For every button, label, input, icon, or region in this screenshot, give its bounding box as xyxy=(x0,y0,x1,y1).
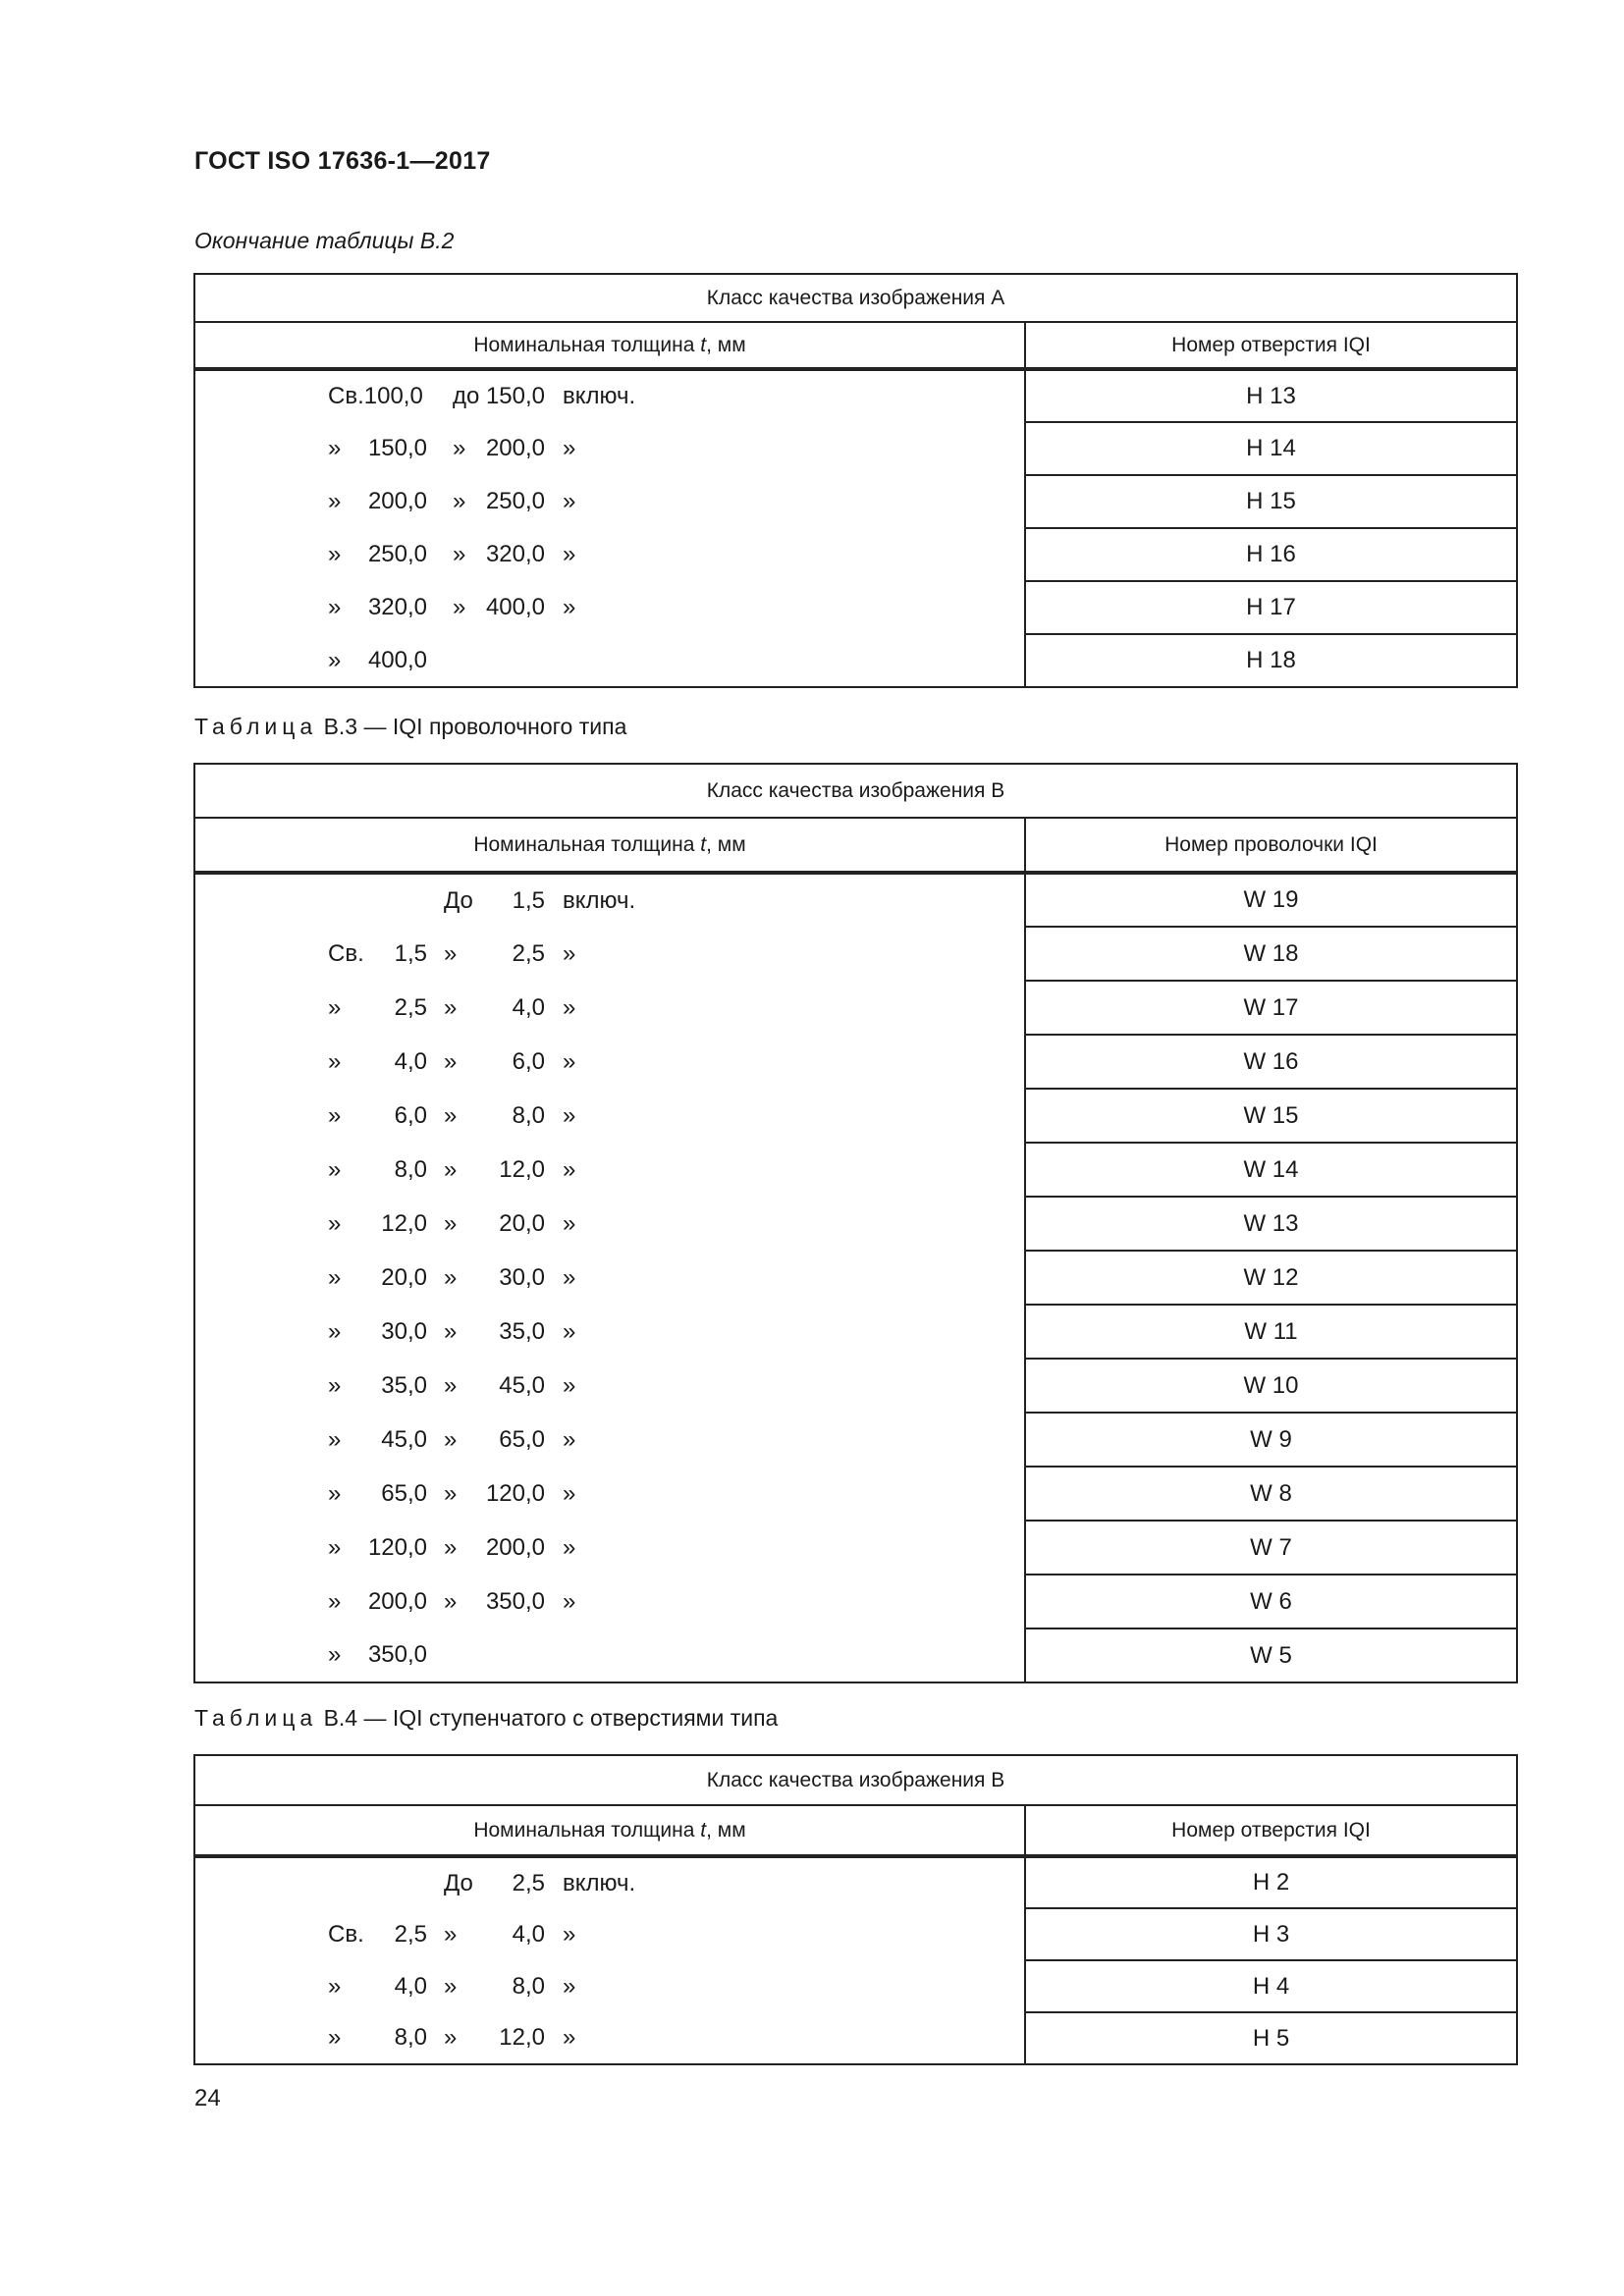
table-row xyxy=(194,369,1517,422)
range-part-b: » xyxy=(453,435,466,461)
thickness-cell xyxy=(194,873,1025,927)
iqi-number-cell: W 12 xyxy=(1025,1251,1517,1305)
range-part-d: включ. xyxy=(563,383,636,409)
thickness-cell xyxy=(194,1856,1025,1908)
range-part-b: » xyxy=(453,594,466,620)
column-header-thickness xyxy=(194,322,1025,369)
range-part-a: » xyxy=(328,1425,342,1453)
range-part-c: 200,0 xyxy=(485,1533,545,1561)
thickness-cell xyxy=(194,1575,1025,1629)
thickness-cell xyxy=(194,1521,1025,1575)
range-part-d: включ. xyxy=(563,886,636,914)
range-part-a2: 35,0 xyxy=(381,1371,427,1399)
table-row xyxy=(194,873,1517,927)
range-part-b: » xyxy=(444,1533,458,1561)
range-part-a2: 320,0 xyxy=(367,594,427,620)
table-row xyxy=(194,981,1517,1035)
thickness-cell xyxy=(194,634,1025,687)
range-part-b: До xyxy=(444,1869,473,1896)
range-part-d: » xyxy=(563,1920,576,1948)
range-part-b: » xyxy=(453,488,466,514)
thickness-cell xyxy=(194,1035,1025,1089)
document-header: ГОСТ ISO 17636-1—2017 xyxy=(194,147,491,175)
iqi-number-cell: H 4 xyxy=(1025,1960,1517,2012)
range-part-a2: 1,5 xyxy=(394,939,427,967)
range-part-d: » xyxy=(563,2024,576,2051)
range-part-a: » xyxy=(328,1209,342,1237)
column-header-number: Номер отверстия IQI xyxy=(1025,322,1517,369)
range-part-a2: 120,0 xyxy=(367,1533,427,1561)
range-part-a2: 2,5 xyxy=(394,993,427,1021)
range-part-c: 20,0 xyxy=(499,1209,545,1237)
range-part-a2: 8,0 xyxy=(394,2024,427,2051)
range-part-a: » xyxy=(328,541,342,567)
range-part-a: » xyxy=(328,435,342,461)
range-part-d: » xyxy=(563,488,576,514)
range-part-a: » xyxy=(328,488,342,514)
range-part-a: » xyxy=(328,646,342,673)
range-part-b: » xyxy=(444,1047,458,1075)
column-header-thickness-text: Номинальная толщина t, мм xyxy=(473,333,746,356)
range-part-d: » xyxy=(563,1479,576,1507)
range-part-a: » xyxy=(328,2024,342,2051)
iqi-number-cell: W 14 xyxy=(1025,1143,1517,1197)
class-header: Класс качества изображения В xyxy=(194,764,1517,818)
range-part-c: 6,0 xyxy=(512,1047,545,1075)
class-header: Класс качества изображения В xyxy=(194,1755,1517,1805)
table-row xyxy=(194,1413,1517,1467)
table-row xyxy=(194,634,1517,687)
range-part-c: 150,0 xyxy=(485,383,545,409)
caption-label: Таблица xyxy=(194,714,318,739)
iqi-number-cell: W 18 xyxy=(1025,927,1517,981)
range-part-d: » xyxy=(563,1317,576,1345)
range-part-a2: 4,0 xyxy=(394,1047,427,1075)
thickness-cell xyxy=(194,1251,1025,1305)
range-part-c: 8,0 xyxy=(512,1972,545,2000)
range-part-c: 1,5 xyxy=(512,886,545,914)
range-part-a2: 200,0 xyxy=(367,1587,427,1615)
range-part-b: До xyxy=(444,886,473,914)
table-row xyxy=(194,927,1517,981)
thickness-cell xyxy=(194,581,1025,634)
range-part-a: » xyxy=(328,1641,342,1668)
range-part-b: » xyxy=(444,2024,458,2051)
table-b3 xyxy=(193,763,1518,1683)
range-part-c: 200,0 xyxy=(485,435,545,461)
thickness-cell xyxy=(194,2012,1025,2064)
iqi-number-cell: H 18 xyxy=(1025,634,1517,687)
range-part-d: » xyxy=(563,993,576,1021)
range-part-a: Св.100,0 xyxy=(328,383,423,409)
table-b4-caption xyxy=(194,1705,778,1732)
thickness-cell xyxy=(194,1089,1025,1143)
table-row xyxy=(194,1575,1517,1629)
thickness-cell xyxy=(194,1143,1025,1197)
iqi-number-cell: W 9 xyxy=(1025,1413,1517,1467)
range-part-b: » xyxy=(444,1263,458,1291)
thickness-cell xyxy=(194,1908,1025,1960)
range-part-a: » xyxy=(328,1317,342,1345)
range-part-a: » xyxy=(328,1972,342,2000)
iqi-number-cell: W 13 xyxy=(1025,1197,1517,1251)
thickness-cell xyxy=(194,528,1025,581)
range-part-a: » xyxy=(328,1263,342,1291)
table-row xyxy=(194,1197,1517,1251)
thickness-symbol: t xyxy=(700,832,707,856)
range-part-d: » xyxy=(563,541,576,567)
range-part-a: » xyxy=(328,1101,342,1129)
range-part-d: » xyxy=(563,1209,576,1237)
iqi-number-cell: W 8 xyxy=(1025,1467,1517,1521)
range-part-b: » xyxy=(444,1587,458,1615)
iqi-number-cell: H 16 xyxy=(1025,528,1517,581)
range-part-d: » xyxy=(563,1263,576,1291)
range-part-d: » xyxy=(563,1425,576,1453)
range-part-d: » xyxy=(563,435,576,461)
range-part-d: » xyxy=(563,1533,576,1561)
range-part-c: 30,0 xyxy=(499,1263,545,1291)
range-part-a: » xyxy=(328,1155,342,1183)
range-part-d: » xyxy=(563,594,576,620)
iqi-number-cell: W 6 xyxy=(1025,1575,1517,1629)
range-part-a2: 200,0 xyxy=(367,488,427,514)
range-part-a2: 8,0 xyxy=(394,1155,427,1183)
range-part-b: » xyxy=(453,541,466,567)
table-row xyxy=(194,422,1517,475)
range-part-a2: 150,0 xyxy=(367,435,427,461)
table-b2-caption: Окончание таблицы В.2 xyxy=(194,228,455,253)
range-part-d: » xyxy=(563,939,576,967)
range-part-c: 65,0 xyxy=(499,1425,545,1453)
table-b4 xyxy=(193,1754,1518,2065)
range-part-a2: 30,0 xyxy=(381,1317,427,1345)
range-part-c: 2,5 xyxy=(512,1869,545,1896)
range-part-d: » xyxy=(563,1155,576,1183)
range-part-d: » xyxy=(563,1972,576,2000)
table-row xyxy=(194,1629,1517,1682)
range-part-a2: 4,0 xyxy=(394,1972,427,2000)
thickness-symbol: t xyxy=(700,1818,707,1842)
iqi-number-cell: W 11 xyxy=(1025,1305,1517,1359)
range-part-c: 8,0 xyxy=(512,1101,545,1129)
table-row xyxy=(194,1521,1517,1575)
table-row xyxy=(194,1251,1517,1305)
range-part-a: » xyxy=(328,1371,342,1399)
range-part-d: » xyxy=(563,1101,576,1129)
range-part-b: до xyxy=(453,383,480,409)
range-part-a: » xyxy=(328,1047,342,1075)
iqi-number-cell: H 17 xyxy=(1025,581,1517,634)
table-row xyxy=(194,1305,1517,1359)
range-part-a2: 20,0 xyxy=(381,1263,427,1291)
range-part-a2: 45,0 xyxy=(381,1425,427,1453)
range-part-a: » xyxy=(328,1533,342,1561)
range-part-b: » xyxy=(444,1317,458,1345)
range-part-c: 45,0 xyxy=(499,1371,545,1399)
caption-text: В.4 — IQI ступенчатого с отверстиями типа xyxy=(323,1705,779,1731)
range-part-b: » xyxy=(444,1101,458,1129)
iqi-number-cell: W 16 xyxy=(1025,1035,1517,1089)
range-part-a2: 2,5 xyxy=(394,1920,427,1948)
range-part-b: » xyxy=(444,1479,458,1507)
thickness-cell xyxy=(194,1629,1025,1682)
range-part-a: » xyxy=(328,594,342,620)
table-row xyxy=(194,1856,1517,1908)
range-part-a: » xyxy=(328,1587,342,1615)
thickness-cell xyxy=(194,1960,1025,2012)
range-part-a2: 65,0 xyxy=(381,1479,427,1507)
range-part-b: » xyxy=(444,1920,458,1948)
table-row xyxy=(194,1089,1517,1143)
range-part-c: 120,0 xyxy=(485,1479,545,1507)
table-row xyxy=(194,1143,1517,1197)
table-row xyxy=(194,2012,1517,2064)
table-row xyxy=(194,581,1517,634)
iqi-number-cell: H 3 xyxy=(1025,1908,1517,1960)
caption-label: Таблица xyxy=(194,1705,318,1731)
range-part-c: 2,5 xyxy=(512,939,545,967)
iqi-number-cell: H 2 xyxy=(1025,1856,1517,1908)
table-row xyxy=(194,1467,1517,1521)
range-part-a: Св. xyxy=(328,939,364,967)
thickness-cell xyxy=(194,369,1025,422)
table-row xyxy=(194,475,1517,528)
range-part-a: » xyxy=(328,1479,342,1507)
range-part-b: » xyxy=(444,1371,458,1399)
range-part-c: 320,0 xyxy=(485,541,545,567)
iqi-number-cell: W 15 xyxy=(1025,1089,1517,1143)
range-part-b: » xyxy=(444,1972,458,2000)
thickness-cell xyxy=(194,1197,1025,1251)
iqi-number-cell: W 17 xyxy=(1025,981,1517,1035)
range-part-c: 4,0 xyxy=(512,1920,545,1948)
range-part-a2: 6,0 xyxy=(394,1101,427,1129)
range-part-c: 12,0 xyxy=(499,2024,545,2051)
column-header-number: Номер отверстия IQI xyxy=(1025,1805,1517,1856)
thickness-cell xyxy=(194,475,1025,528)
range-part-b: » xyxy=(444,1155,458,1183)
range-part-a2: 400,0 xyxy=(367,646,427,673)
iqi-number-cell: H 14 xyxy=(1025,422,1517,475)
column-header-number: Номер проволочки IQI xyxy=(1025,818,1517,873)
caption-text: В.3 — IQI проволочного типа xyxy=(323,714,627,739)
table-row xyxy=(194,1908,1517,1960)
iqi-number-cell: W 10 xyxy=(1025,1359,1517,1413)
column-header-thickness: Номинальная толщина t, мм xyxy=(194,1805,1025,1856)
range-part-c: 4,0 xyxy=(512,993,545,1021)
range-part-a2: 12,0 xyxy=(381,1209,427,1237)
thickness-symbol: t xyxy=(700,333,707,356)
thickness-cell xyxy=(194,927,1025,981)
range-part-a2: 250,0 xyxy=(367,541,427,567)
thickness-cell xyxy=(194,422,1025,475)
thickness-cell xyxy=(194,1305,1025,1359)
range-part-b: » xyxy=(444,1425,458,1453)
range-part-c: 400,0 xyxy=(485,594,545,620)
table-row xyxy=(194,528,1517,581)
table-row xyxy=(194,1960,1517,2012)
range-part-b: » xyxy=(444,993,458,1021)
table-row xyxy=(194,1359,1517,1413)
thickness-cell xyxy=(194,1359,1025,1413)
thickness-cell xyxy=(194,1413,1025,1467)
range-part-a: » xyxy=(328,993,342,1021)
iqi-number-cell: H 5 xyxy=(1025,2012,1517,2064)
range-part-a: Св. xyxy=(328,1920,364,1948)
range-part-a2: 350,0 xyxy=(367,1641,427,1668)
page-number: 24 xyxy=(194,2085,221,2111)
thickness-cell xyxy=(194,981,1025,1035)
iqi-number-cell: W 19 xyxy=(1025,873,1517,927)
class-header: Класс качества изображения А xyxy=(194,274,1517,322)
thickness-cell xyxy=(194,1467,1025,1521)
range-part-c: 250,0 xyxy=(485,488,545,514)
range-part-d: » xyxy=(563,1371,576,1399)
range-part-c: 35,0 xyxy=(499,1317,545,1345)
range-part-b: » xyxy=(444,1209,458,1237)
range-part-b: » xyxy=(444,939,458,967)
range-part-d: включ. xyxy=(563,1869,636,1896)
range-part-d: » xyxy=(563,1587,576,1615)
iqi-number-cell: W 5 xyxy=(1025,1629,1517,1682)
iqi-number-cell: W 7 xyxy=(1025,1521,1517,1575)
range-part-c: 350,0 xyxy=(485,1587,545,1615)
table-b2-end xyxy=(193,273,1518,688)
table-b3-caption xyxy=(194,714,626,740)
range-part-d: » xyxy=(563,1047,576,1075)
range-part-c: 12,0 xyxy=(499,1155,545,1183)
table-row xyxy=(194,1035,1517,1089)
iqi-number-cell: H 13 xyxy=(1025,369,1517,422)
iqi-number-cell: H 15 xyxy=(1025,475,1517,528)
column-header-thickness: Номинальная толщина t, мм xyxy=(194,818,1025,873)
